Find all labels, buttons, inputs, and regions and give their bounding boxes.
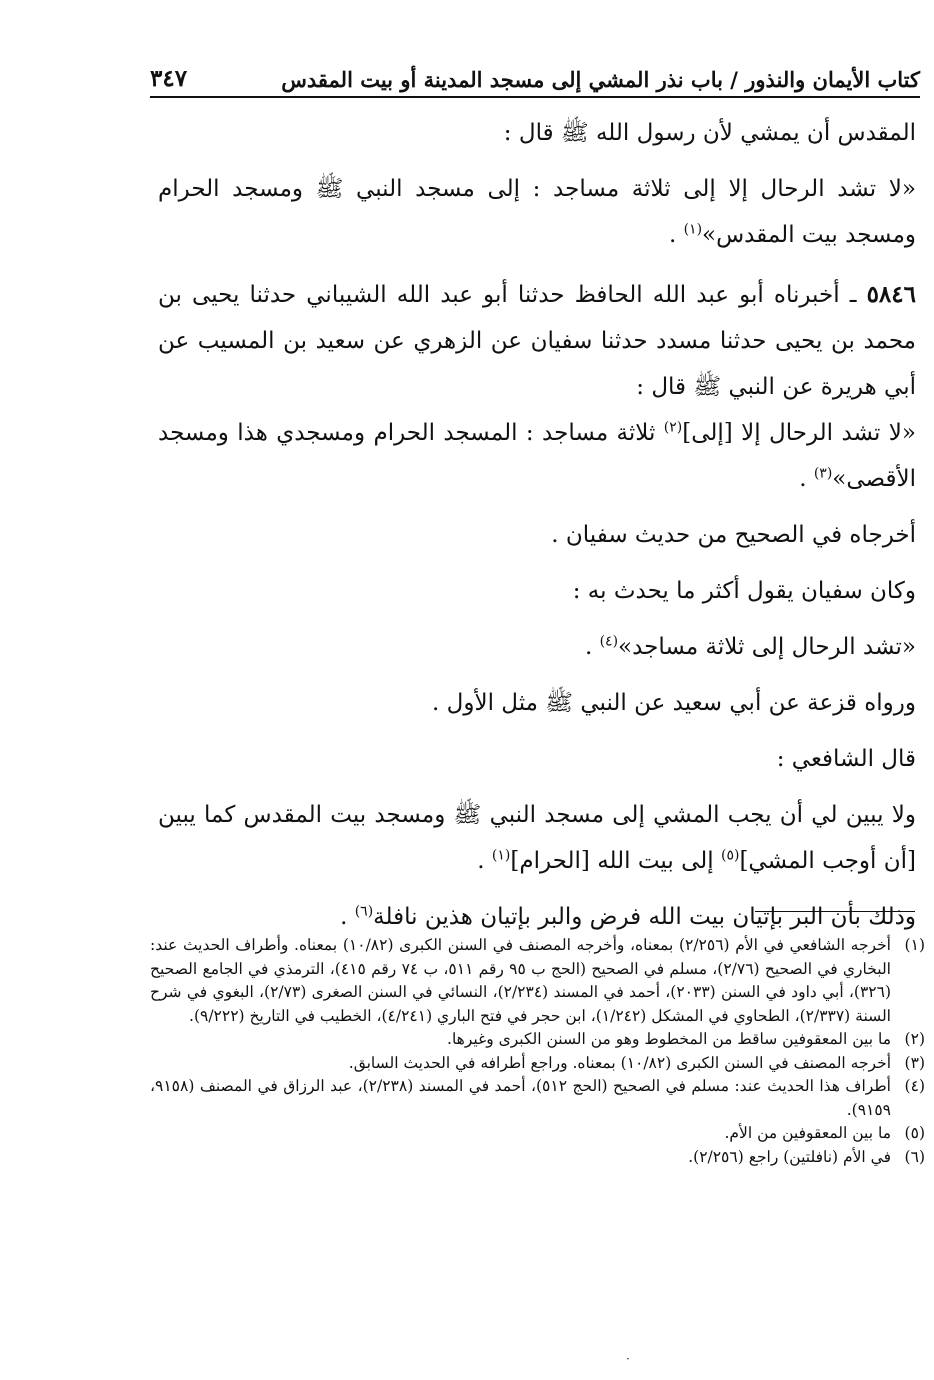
footnote-ref-6: (٦) [354,903,374,920]
paragraph-shafii-heading [158,736,916,782]
footnote-number: (٢) [904,1030,925,1048]
hadith-text-2a: «لا تشد الرحال إلا [إلى] [682,420,916,446]
isnad-paragraph [158,272,916,410]
footnote-item [150,1028,925,1052]
takhrij-text: أخرجاه في الصحيح من حديث سفيان . [551,522,916,548]
shafii-heading: قال الشافعي : [776,746,916,772]
hadith-text-2b: ثلاثة مساجد : المسجد الحرام ومسجدي هذا ومسجد الأقصى» [158,420,916,492]
hadith-text-3: «تشد الرحال إلى ثلاثة مساجد» [618,634,916,660]
footnote-number: (٥) [904,1124,925,1142]
footnote-text: في الأم (نافلتين) راجع (٢/٢٥٦). [688,1147,891,1166]
footnote-ref-5: (٥) [720,847,740,864]
footnote-ref-3: (٣) [813,465,833,482]
footnotes [150,934,925,1169]
footnote-item [150,1075,925,1122]
hadith-quote-3: «تشد الرحال إلى ثلاثة مساجد»$^{(٤)}$ . [584,633,916,660]
footnote-ref-1b: (١) [491,847,511,864]
page-number: ٣٤٧ [150,65,188,92]
hadith-quote-1: «لا تشد الرحال إلا إلى ثلاثة مساجد : إلى مسجد النبي ﷺ ومسجد الحرام ومسجد بيت المقدس»$^{(١)}$ . [158,176,916,248]
qazaa-text: ورواه قزعة عن أبي سعيد عن النبي ﷺ مثل الأول . [432,690,916,716]
paragraph-conclusion: وذلك بأن البر بإتيان بيت الله فرض والبر بإتيان هذين نافلة$^{(٦)}$ . [340,903,916,930]
hadith-number: ٥٨٤٦ [866,281,916,308]
footnote-item [150,934,925,1028]
paragraph-intro [158,110,916,156]
running-header [150,52,920,98]
scan-speck: · [626,1352,630,1366]
intro-text: المقدس أن يمشي لأن رسول الله ﷺ قال : [503,120,916,146]
hadith-text-1: «لا تشد الرحال إلا إلى ثلاثة مساجد : إلى مسجد النبي ﷺ ومسجد الحرام ومسجد بيت المقدس» [158,176,916,248]
footnote-item [150,1052,925,1076]
footnote-text: ما بين المعقوفين من الأم. [724,1124,891,1142]
isnad-text: ـ أخبرناه أبو عبد الله الحافظ حدثنا أبو عبد الله الشيباني حدثنا يحيى بن محمد بن يحيى حدثنا مسدد حدثنا سفيان عن الزهري عن سعيد بن المسيب عن أبي هريرة عن النبي ﷺ قال : [158,282,916,400]
shafii-text-a: ولا يبين لي أن يجب المشي إلى مسجد النبي ﷺ ومسجد بيت المقدس كما يبين [أن أوجب المشي] [158,802,916,874]
footnote-item [150,1146,925,1170]
footnote-number: (١) [904,936,925,954]
footnote-ref-2: (٢) [663,419,683,436]
footnote-ref-1: (١) [683,221,703,238]
footnote-ref-4: (٤) [599,633,619,650]
paragraph-sufyan [158,568,916,614]
footnote-text: أخرجه المصنف في السنن الكبرى (١٠/٨٢) بمعناه. وراجع أطرافه في الحديث السابق. [348,1053,891,1072]
main-text [158,110,916,940]
footnote-text: أطراف هذا الحديث عند: مسلم في الصحيح (الحج ٥١٢)، أحمد في المسند (٢/٢٣٨)، عبد الرزاق في المصنف (٩١٥٨، ٩١٥٩). [150,1077,891,1119]
footnote-separator [755,911,915,912]
paragraph-qazaa [158,680,916,726]
footnote-text: ما بين المعقوفين ساقط من المخطوط وهو من السنن الكبرى وغيرها. [447,1030,891,1048]
conclusion-text: وذلك بأن البر بإتيان بيت الله فرض والبر بإتيان هذين نافلة [373,904,916,930]
hadith-quote-2: «لا تشد الرحال إلا [إلى]$^{(٢)}$ ثلاثة مساجد : المسجد الحرام ومسجدي هذا ومسجد الأقصى»$^{(٣)}$ . [158,419,916,492]
footnote-number: (٣) [904,1053,925,1072]
footnote-number: (٦) [904,1147,925,1166]
chapter-title: كتاب الأيمان والنذور / باب نذر المشي إلى مسجد المدينة أو بيت المقدس [281,67,920,92]
sufyan-text: وكان سفيان يقول أكثر ما يحدث به : [572,578,916,604]
shafii-text-b: إلى بيت الله [الحرام] [510,848,714,874]
footnote-item [150,1122,925,1146]
footnote-text: أخرجه الشافعي في الأم (٢/٢٥٦) بمعناه، وأخرجه المصنف في السنن الكبرى (١٠/٨٢) بمعناه. وأطراف الحديث عند: البخاري في الصحيح (٢/٧٦)، مسلم في الصحيح (الحج ب ٩٥ رقم ٥١١، ب ٧٤ رقم ٤١٥)، الترمذي في الجامع الصحيح (٣٢٦)، أبي داود في السنن (٢٠٣٣)، أحمد في المسند (٢/٢٣٤)، النسائي في السنن الصغرى (٢/٧٣)، البغوي في شرح السنة (٢/٣٣٧)، الطحاوي في المشكل (١/٢٤٢)، ابن حجر في فتح الباري (٤/٢٤١)، الخطيب في التاريخ (٩/٢٢٢). [150,936,892,1025]
paragraph-takhrij [158,512,916,558]
paragraph-shafii-text: ولا يبين لي أن يجب المشي إلى مسجد النبي ﷺ ومسجد بيت المقدس كما يبين [أن أوجب المشي]$^{(٥)}$ إلى بيت الله [الحرام]$^{(١)}$ . [158,802,916,874]
footnote-number: (٤) [904,1077,925,1095]
